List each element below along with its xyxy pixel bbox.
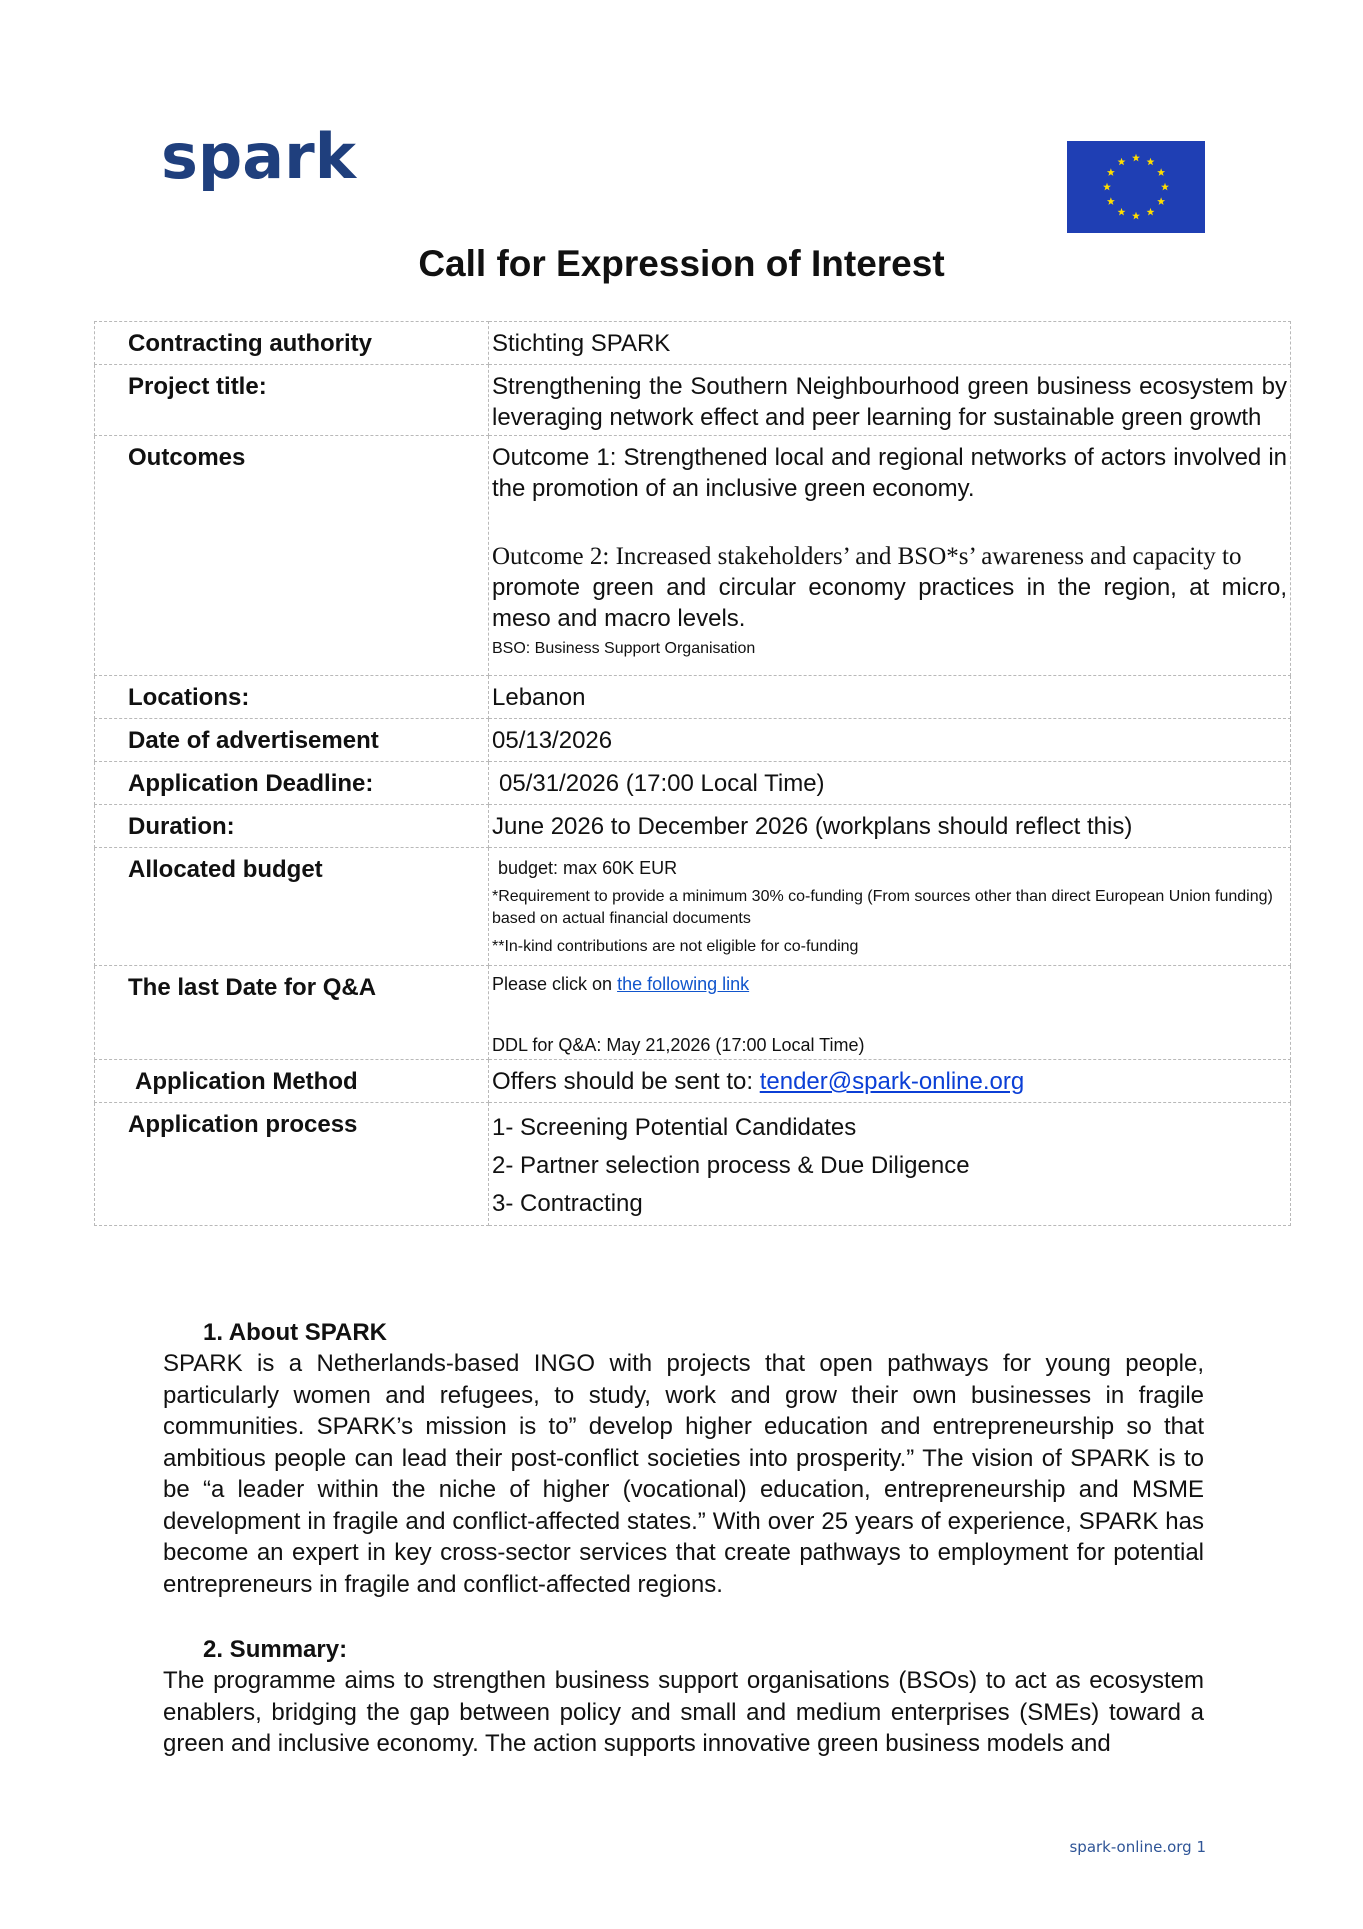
- summary-section: [163, 1634, 1204, 1760]
- summary-body: The programme aims to strengthen business support organisations (BSOs) to act as ecosystem enablers, bridging the gap between policy and small and medium enterprises (SMEs) toward a green and inclusive economy. The action supports innovative green business models and: [163, 1667, 1204, 1757]
- row-label: Application Deadline:: [95, 762, 489, 805]
- row-value: 05/13/2026: [489, 719, 1291, 762]
- row-label: Locations:: [95, 676, 489, 719]
- process-step: 1- Screening Potential Candidates: [492, 1114, 857, 1141]
- table-row: [95, 966, 1291, 1060]
- budget-value: budget: max 60K EUR: [498, 858, 678, 878]
- inkind-note: **In-kind contributions are not eligible for co-funding: [492, 938, 859, 955]
- row-label: Project title:: [95, 365, 489, 436]
- qa-click-text: Please click on: [492, 974, 618, 994]
- table-row: [95, 676, 1291, 719]
- row-value: [489, 848, 1291, 966]
- row-label: Duration:: [95, 805, 489, 848]
- tender-email-link[interactable]: tender@spark-online.org: [759, 1068, 1025, 1095]
- about-body: SPARK is a Netherlands-based INGO with projects that open pathways for young people, particularly women and refugees, to study, work and grow their own businesses in fragile communities. SPARK’s mission is to” develop higher education and entrepreneurship so that ambitious people can lead their post-conflict societies into prosperity.” The vision of SPARK is to be “a leader within the niche of higher (vocational) education, entrepreneurship and MSME development in fragile and conflict-affected states.” With over 25 years of experience, SPARK has become an expert in key cross-sector services that create pathways to employment for potential entrepreneurs in fragile and conflict-affected regions.: [163, 1350, 1204, 1598]
- cofunding-note: *Requirement to provide a minimum 30% co-funding (From sources other than direct European Union funding) based on actual financial documents: [492, 888, 1273, 927]
- about-section: [163, 1317, 1204, 1600]
- row-value: [489, 436, 1291, 676]
- row-label: Allocated budget: [95, 848, 489, 966]
- row-value: Stichting SPARK: [489, 322, 1291, 365]
- eu-flag-icon: [1067, 141, 1205, 233]
- table-row: [95, 365, 1291, 436]
- table-row: [95, 1103, 1291, 1226]
- table-row: [95, 1060, 1291, 1103]
- outcome-2-lead: Outcome 2: Increased stakeholders’ and BSO*s’ awareness and capacity to: [492, 543, 1242, 570]
- outcome-1: Outcome 1: Strengthened local and regional networks of actors involved in the promotion of an inclusive green economy.: [492, 444, 1287, 502]
- qa-link-line: [492, 972, 1287, 996]
- table-row: [95, 719, 1291, 762]
- table-row: [95, 805, 1291, 848]
- row-value: [489, 1103, 1291, 1226]
- row-value: [489, 966, 1291, 1060]
- info-table: [94, 321, 1291, 1226]
- row-value: Strengthening the Southern Neighbourhood green business ecosystem by leveraging network effect and peer learning for sustainable green growth: [489, 365, 1291, 436]
- table-row: [95, 322, 1291, 365]
- bso-note: BSO: Business Support Organisation: [492, 640, 756, 657]
- spark-logo: spark: [161, 120, 356, 193]
- page-footer: spark-online.org 1: [1069, 1838, 1206, 1856]
- summary-heading: 2. Summary:: [203, 1636, 348, 1663]
- process-step: 3- Contracting: [492, 1190, 643, 1217]
- row-value: Lebanon: [489, 676, 1291, 719]
- row-label: The last Date for Q&A: [95, 966, 489, 1060]
- row-label: Date of advertisement: [95, 719, 489, 762]
- table-row: [95, 848, 1291, 966]
- row-value: 05/31/2026 (17:00 Local Time): [489, 762, 1291, 805]
- row-value: June 2026 to December 2026 (workplans should reflect this): [489, 805, 1291, 848]
- about-heading: 1. About SPARK: [203, 1319, 387, 1346]
- row-label: Application Method: [95, 1060, 489, 1103]
- outcome-2-rest: promote green and circular economy practices in the region, at micro, meso and macro levels.: [492, 574, 1287, 632]
- table-row: [95, 762, 1291, 805]
- row-value: [489, 1060, 1291, 1103]
- process-step: 2- Partner selection process & Due Diligence: [492, 1152, 970, 1179]
- row-label: Application process: [95, 1103, 489, 1226]
- following-link[interactable]: the following link: [617, 974, 750, 994]
- page-title: Call for Expression of Interest: [418, 243, 945, 284]
- table-row: [95, 436, 1291, 676]
- row-label: Outcomes: [95, 436, 489, 676]
- qa-deadline: DDL for Q&A: May 21,2026 (17:00 Local Time): [492, 1035, 865, 1055]
- row-label: Contracting authority: [95, 322, 489, 365]
- offers-prefix: Offers should be sent to:: [492, 1068, 760, 1095]
